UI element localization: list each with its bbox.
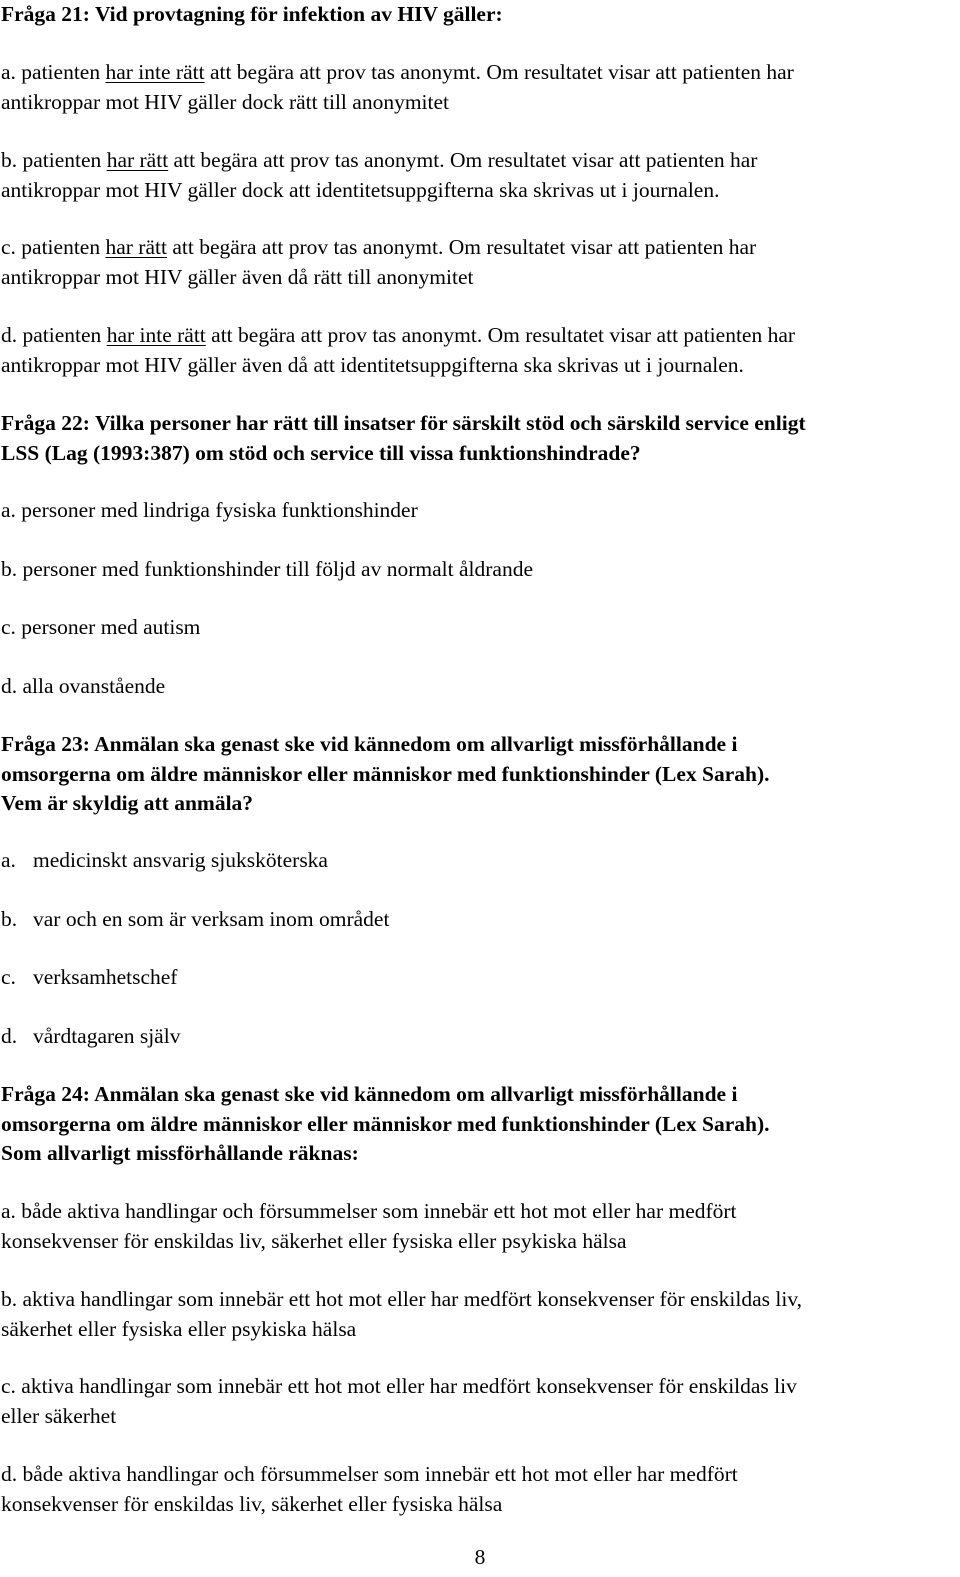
option-underlined: har rätt [105, 235, 167, 259]
option-text-line1: c. aktiva handlingar som innebär ett hot mot eller har medfört konsekvenser för enskildas liv [1, 1374, 797, 1398]
option-text-line2: antikroppar mot HIV gäller även då att identitetsuppgifterna ska skrivas ut i journalen. [1, 352, 744, 377]
q24-option-b [1, 1285, 802, 1344]
option-text: att begära att prov tas anonymt. Om resultatet visar att patienten har [205, 323, 796, 347]
q24-option-d [1, 1460, 738, 1519]
q22-option-d: d. alla ovanstående [1, 674, 166, 698]
option-text-line1: a. både aktiva handlingar och försummelser som innebär ett hot mot eller har medfört [1, 1199, 737, 1223]
option-text: var och en som är verksam inom området [33, 907, 390, 931]
question-24-title [1, 1080, 770, 1169]
question-title-line1: Fråga 23: Anmälan ska genast ske vid kännedom om allvarligt missförhållande i [1, 732, 738, 756]
q22-option-c: c. personer med autism [1, 615, 201, 639]
option-text: att begära att prov tas anonymt. Om resultatet visar att patienten har [204, 60, 794, 84]
q24-option-c [1, 1372, 797, 1431]
option-prefix: d. patienten [1, 323, 107, 347]
q22-option-b: b. personer med funktionshinder till följd av normalt åldrande [1, 557, 533, 581]
question-title-line3: Som allvarligt missförhållande räknas: [1, 1141, 359, 1165]
option-text-line2: antikroppar mot HIV gäller även då rätt till anonymitet [1, 264, 474, 289]
option-text-line2: eller säkerhet [1, 1403, 117, 1428]
option-text-line2: antikroppar mot HIV gäller dock att identitetsuppgifterna ska skrivas ut i journalen. [1, 177, 720, 202]
q21-option-a [1, 58, 794, 117]
option-prefix: c. patienten [1, 235, 106, 259]
option-prefix: b. patienten [1, 148, 107, 172]
option-letter: d. [1, 1024, 18, 1048]
option-letter: c. [1, 965, 16, 989]
question-title-line1: Fråga 22: Vilka personer har rätt till insatser för särskilt stöd och särskild service enligt [1, 411, 806, 435]
option-underlined: har rätt [106, 148, 169, 172]
q23-option-b [1, 905, 389, 935]
option-text: att begära att prov tas anonymt. Om resultatet visar att patienten har [168, 148, 758, 172]
question-title-line1: Fråga 24: Anmälan ska genast ske vid kännedom om allvarligt missförhållande i [1, 1082, 738, 1106]
q21-option-c [1, 233, 756, 292]
question-title-line2: omsorgerna om äldre människor eller människor med funktionshinder (Lex Sarah). [1, 761, 770, 786]
q23-option-d [1, 1022, 180, 1052]
q24-option-a [1, 1197, 737, 1256]
option-text-line2: antikroppar mot HIV gäller dock rätt till anonymitet [1, 89, 450, 114]
option-text-line2: konsekvenser för enskildas liv, säkerhet eller fysiska eller psykiska hälsa [1, 1228, 627, 1253]
option-underlined: har inte rätt [105, 60, 205, 84]
option-text-line2: konsekvenser för enskildas liv, säkerhet eller fysiska hälsa [1, 1491, 503, 1516]
option-underlined: har inte rätt [106, 323, 206, 347]
option-text: vårdtagaren själv [33, 1024, 181, 1048]
question-21-title: Fråga 21: Vid provtagning för infektion av HIV gäller: [1, 2, 503, 26]
question-22-title [1, 409, 806, 468]
option-text-line2: säkerhet eller fysiska eller psykiska hälsa [1, 1316, 357, 1341]
question-title-line2: omsorgerna om äldre människor eller människor med funktionshinder (Lex Sarah). [1, 1111, 770, 1136]
q21-option-b [1, 146, 757, 205]
option-text-line1: b. aktiva handlingar som innebär ett hot mot eller har medfört konsekvenser för enskildas liv, [1, 1287, 803, 1311]
option-letter: b. [1, 907, 18, 931]
option-letter: a. [1, 848, 16, 872]
q23-option-a [1, 846, 328, 876]
q23-option-c [1, 963, 177, 993]
option-text-line1: d. både aktiva handlingar och försummelser som innebär ett hot mot eller har medfört [1, 1462, 738, 1486]
question-title-line2: LSS (Lag (1993:387) om stöd och service till vissa funktionshindrade? [1, 440, 641, 465]
question-title-line3: Vem är skyldig att anmäla? [1, 791, 254, 815]
question-23-title [1, 730, 770, 819]
page-number: 8 [474, 1545, 486, 1569]
q21-option-d [1, 321, 795, 380]
option-text: verksamhetschef [33, 965, 178, 989]
option-text: att begära att prov tas anonymt. Om resultatet visar att patienten har [166, 235, 757, 259]
option-text: medicinskt ansvarig sjuksköterska [33, 848, 328, 872]
option-prefix: a. patienten [1, 60, 106, 84]
q22-option-a: a. personer med lindriga fysiska funktionshinder [1, 498, 418, 522]
